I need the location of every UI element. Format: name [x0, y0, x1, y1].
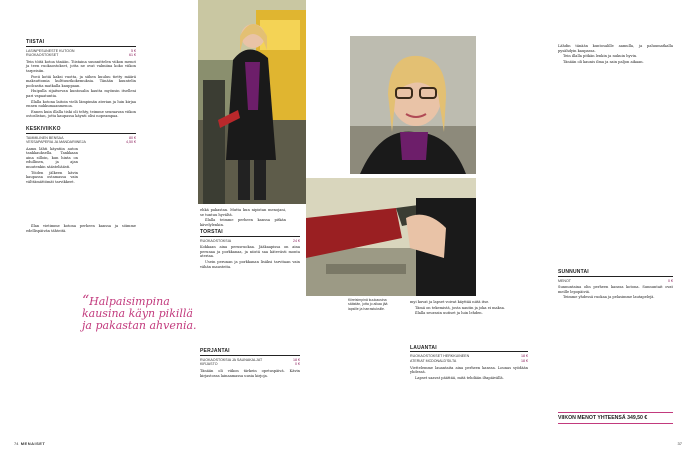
- photo-gas-station: [198, 0, 306, 204]
- day-heading: TORSTAI: [200, 230, 300, 237]
- cost-row: RUOKAOSTOKSIA 24 €: [200, 238, 300, 243]
- middle-column: [200, 208, 286, 228]
- portrait-illustration: [350, 36, 476, 174]
- paragraph: Kokkaan aina perusruokaa. Jääkaapissa on aina perunaa ja porkkanaa, ja niistä saa kätevästi monta ateriaa.: [200, 245, 300, 259]
- paragraph: Tänään oli viikon tärkein opetuspäivä. Kävin kirjastossa lainaamassa uusia kirjoja.: [200, 368, 300, 378]
- paragraph: Tämä on tekemistä, josta nautin ja joka ei maksa.: [415, 305, 505, 310]
- middle-column-lower: [200, 228, 300, 379]
- paragraph: Aamu lähti käyntiin auton tankkauksella. Tankkaan aina silloin, kun hinta on edullinen, ja ajan muutenkin säästeliäästi.: [26, 146, 78, 170]
- paragraph: myi kuvat ja lapset voivat käyttää niitä itse.: [410, 300, 490, 304]
- weekly-total: VIIKON MENOT YHTEENSÄ 349,50 €: [558, 412, 673, 424]
- right-column-b: [558, 44, 673, 65]
- right-column-b-lower: [558, 268, 673, 301]
- photo-portrait: [350, 36, 476, 174]
- page-number: 74: [14, 441, 19, 446]
- day-heading: LAUANTAI: [410, 346, 528, 353]
- paragraph: Huipulla sijaitsevan kuntosalin kautta myönsin itselleni pari vapaatuntia.: [26, 89, 136, 98]
- pull-quote: “Halpaisimpina kausina käyn pikillä ja pakastan ahvenia.: [82, 293, 197, 332]
- paragraph: Viettelemme lauantaita aina perheen kanssa. Lounas syödään yhdessä.: [410, 365, 528, 375]
- paragraph: Tein illalla pitkän lenkin ja nukuin hyvin.: [563, 54, 638, 59]
- quote-mark-icon: “: [82, 293, 90, 309]
- paragraph: Illalla kotona laitoin vielä lämpimän aterian ja luin kirjaa ennen nukkumaanmenoa.: [26, 99, 136, 109]
- day-heading: KESKIVIIKKO: [26, 127, 136, 134]
- brand-name: MENAISET: [20, 441, 46, 446]
- cost-row: RUOKAOSTOKSET HERKKUINEEN 18 €: [410, 354, 528, 359]
- page-number: 37: [677, 441, 682, 446]
- left-column: [26, 38, 136, 235]
- photo-fuel-nozzle: [306, 178, 476, 296]
- paragraph: ehkä pakastan. Mutta kun nipistan menojani, se tuntuu hyvältä.: [200, 208, 286, 217]
- day-heading: SUNNUNTAI: [558, 270, 673, 277]
- gas-station-illustration: [198, 0, 306, 204]
- fuel-nozzle-illustration: [306, 178, 476, 296]
- paragraph: Tein töitä kotoa tänään. Tiistaina suunnittelen viikon menot ja teen ruokaostokset, jotta ne ovat valmiina koko viikon tarpeisiin.: [26, 59, 136, 73]
- cost-row: MENOT 0 €: [558, 278, 673, 283]
- day-heading: TIISTAI: [26, 40, 136, 47]
- paragraph: Lapset saavat päättää, mitä tehdään iltapäivällä.: [415, 375, 504, 380]
- paragraph: Ennen kuin illalla tiski oli tehty, teimme seuraavan viikon ostoslistan, jotta kaupassa käynti olisi nopeampaa.: [26, 109, 136, 119]
- paragraph: Usein perunan ja porkkanan lisäksi tarvitaan vain vähän mausteita.: [200, 259, 300, 269]
- footer-right: [678, 441, 682, 446]
- paragraph: Illan vietimme kotona perheen kanssa ja söimme edellispäivän tähteitä.: [26, 224, 136, 234]
- cost-row: RUOKAOSTOKSIA JA SAUNAKALJAT 18 €: [200, 357, 300, 362]
- cost-row: KIRJASTO 0 €: [200, 362, 300, 367]
- cost-row: RUOKAOSTOKSET 61 €: [26, 53, 136, 58]
- day-heading: PERJANTAI: [200, 349, 300, 356]
- paragraph: Lähdin tänään kuntosalille aamulla, ja paluumatkalla pysähdyin kaupassa.: [558, 44, 673, 53]
- footer-left: [14, 441, 45, 446]
- paragraph: Tänään oli kaunis ilma ja sain paljon aikaan.: [563, 59, 644, 64]
- paragraph: Sunnuntaina olin perheen kanssa kotona. Sunnuntait ovat meille lepopäiviä.: [558, 285, 673, 294]
- photo-caption: Kiireisimpinä kuukausina säästän, jotta jo aikaa jää lapsille ja harrastuksille.: [348, 298, 388, 311]
- cost-row: TAMMILINEN BENSAA 80 €: [26, 135, 136, 140]
- cost-row: LASINPESUNESTE KUTOON 5 €: [26, 48, 136, 53]
- paragraph: Illalla teimme perheen kanssa pitkän kävelylenkin.: [200, 218, 286, 227]
- paragraph: Teimme yhdessä ruokaa ja pelasimme lautapelejä.: [563, 295, 655, 300]
- right-column-a: [410, 300, 528, 381]
- cost-row: VESSAPAPERIA JA MANDARIINEJA 4,50 €: [26, 140, 136, 145]
- paragraph: Illalla seurasin uutiset ja luin lehden.: [415, 311, 483, 316]
- paragraph: Poeii kotiä kaksi vuotta, ja siihen kuuluu tietty määrä maksuttomia kulttuurikokemuksia. Tänään kuuntelin podcastia matkalla kauppaan.: [26, 74, 136, 88]
- cost-row: ATERIAT MCDONALD'SILTA 18 €: [410, 358, 528, 363]
- paragraph: Töiden jälkeen kävin kaupassa ostamassa vain välttämättömät tarvikkeet.: [26, 170, 78, 184]
